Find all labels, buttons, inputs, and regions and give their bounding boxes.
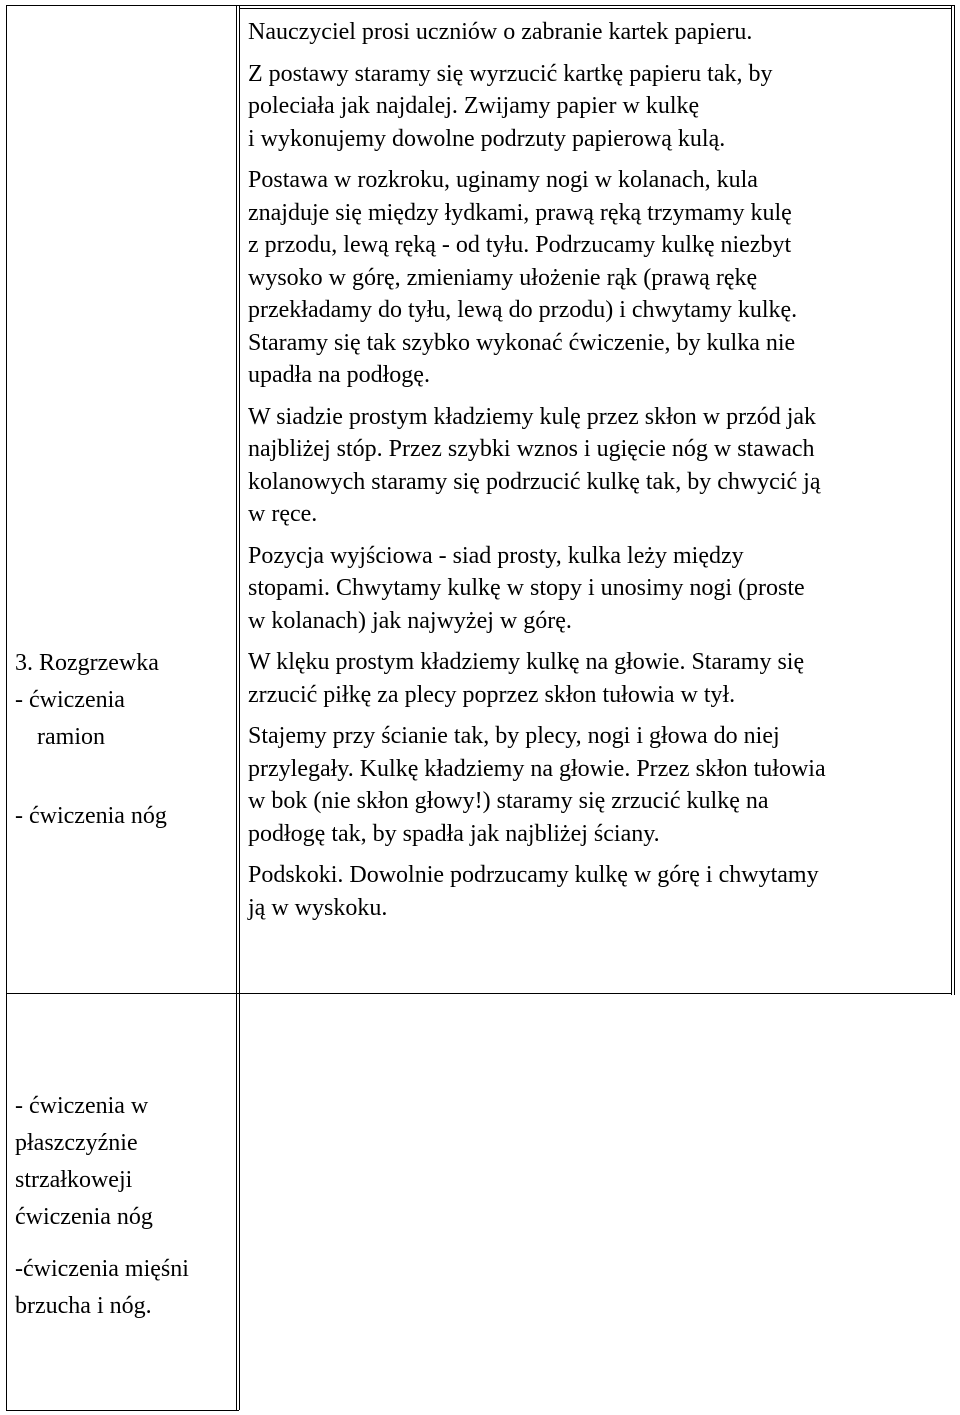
table-column-divider-inner xyxy=(239,5,240,1410)
left-line: - ćwiczenia nóg xyxy=(15,803,167,829)
paragraph-line: Z postawy staramy się wyrzucić kartkę papieru tak, by xyxy=(248,60,773,87)
table-border-top-inner xyxy=(239,8,952,9)
paragraph-line: zrzucić piłkę za plecy poprzez skłon tułowia w tył. xyxy=(248,681,736,708)
paragraph-line: W klęku prostym kładziemy kulkę na głowie. Staramy się xyxy=(248,649,805,675)
paragraph-line: Nauczyciel prosi uczniów o zabranie kartek papieru. xyxy=(248,19,753,45)
paragraph-line: Podskoki. Dowolnie podrzucamy kulkę w górę i chwytamy xyxy=(248,862,819,888)
paragraph-line: ją w wyskoku. xyxy=(248,894,388,921)
paragraph-line: najbliżej stóp. Przez szybki wznos i ugięcie nóg w stawach xyxy=(248,436,815,462)
left-cell-warmup xyxy=(15,645,167,835)
exercise-paragraph xyxy=(248,58,948,156)
paragraph-line: wysoko w górę, zmieniamy ułożenie rąk (prawą rękę xyxy=(248,264,758,291)
paragraph-line: znajduje się między łydkami, prawą ręką trzymamy kulę xyxy=(248,199,792,226)
exercise-paragraph xyxy=(248,540,948,638)
paragraph-line: upadła na podłogę. xyxy=(248,362,430,388)
right-cell-descriptions xyxy=(248,16,948,933)
paragraph-line: przylegały. Kulkę kładziemy na głowie. Przez skłon tułowia xyxy=(248,755,826,782)
exercise-paragraph xyxy=(248,720,948,850)
table-border-top xyxy=(6,5,955,6)
exercise-paragraph xyxy=(248,164,948,392)
paragraph-line: stopami. Chwytamy kulkę w stopy i unosimy nogi (proste xyxy=(248,575,805,601)
table-border-right xyxy=(951,5,952,995)
left-line: strzałkoweji xyxy=(15,1167,133,1193)
left-line: płaszczyźnie xyxy=(15,1130,138,1156)
exercise-paragraph xyxy=(248,646,948,711)
left-spacer xyxy=(15,1236,189,1251)
exercise-paragraph xyxy=(248,16,948,49)
table-border-right-outer xyxy=(954,5,955,995)
paragraph-line: kolanowych staramy się podrzucić kulkę tak, by chwycić ją xyxy=(248,468,821,495)
paragraph-line: Postawa w rozkroku, uginamy nogi w kolanach, kula xyxy=(248,167,758,193)
left-line: -ćwiczenia mięśni xyxy=(15,1256,189,1282)
left-line: 3. Rozgrzewka xyxy=(15,650,159,676)
paragraph-line: Stajemy przy ścianie tak, by plecy, nogi i głowa do niej xyxy=(248,723,780,749)
paragraph-line: w ręce. xyxy=(248,501,318,527)
paragraph-line: podłogę tak, by spadła jak najbliżej ściany. xyxy=(248,820,660,847)
paragraph-line: Staramy się tak szybko wykonać ćwiczenie, by kulka nie xyxy=(248,329,796,356)
paragraph-line: w bok (nie skłon głowy!) staramy się zrzucić kulkę na xyxy=(248,788,769,814)
table-border-left xyxy=(6,5,7,1410)
table-row-divider xyxy=(6,993,952,994)
paragraph-line: w kolanach) jak najwyżej w górę. xyxy=(248,607,572,634)
table-column-divider xyxy=(236,5,237,1410)
paragraph-line: z przodu, lewą ręką - od tyłu. Podrzucamy kulkę niezbyt xyxy=(248,232,792,258)
left-line: - ćwiczenia w xyxy=(15,1093,149,1119)
left-line: brzucha i nóg. xyxy=(15,1293,152,1319)
left-cell-exercises xyxy=(15,1088,189,1325)
paragraph-line: Pozycja wyjściowa - siad prosty, kulka leży między xyxy=(248,542,744,569)
left-line: ramion xyxy=(37,724,105,750)
left-line: - ćwiczenia xyxy=(15,687,125,713)
exercise-paragraph xyxy=(248,401,948,531)
exercise-paragraph xyxy=(248,859,948,924)
table-border-bottom xyxy=(6,1410,239,1411)
paragraph-line: i wykonujemy dowolne podrzuty papierową kulą. xyxy=(248,125,726,152)
left-spacer xyxy=(15,756,167,798)
left-line: ćwiczenia nóg xyxy=(15,1204,153,1230)
paragraph-line: poleciała jak najdalej. Zwijamy papier w kulkę xyxy=(248,93,700,119)
paragraph-line: przekładamy do tyłu, lewą do przodu) i chwytamy kulkę. xyxy=(248,297,798,323)
paragraph-line: W siadzie prostym kładziemy kulę przez skłon w przód jak xyxy=(248,403,817,430)
